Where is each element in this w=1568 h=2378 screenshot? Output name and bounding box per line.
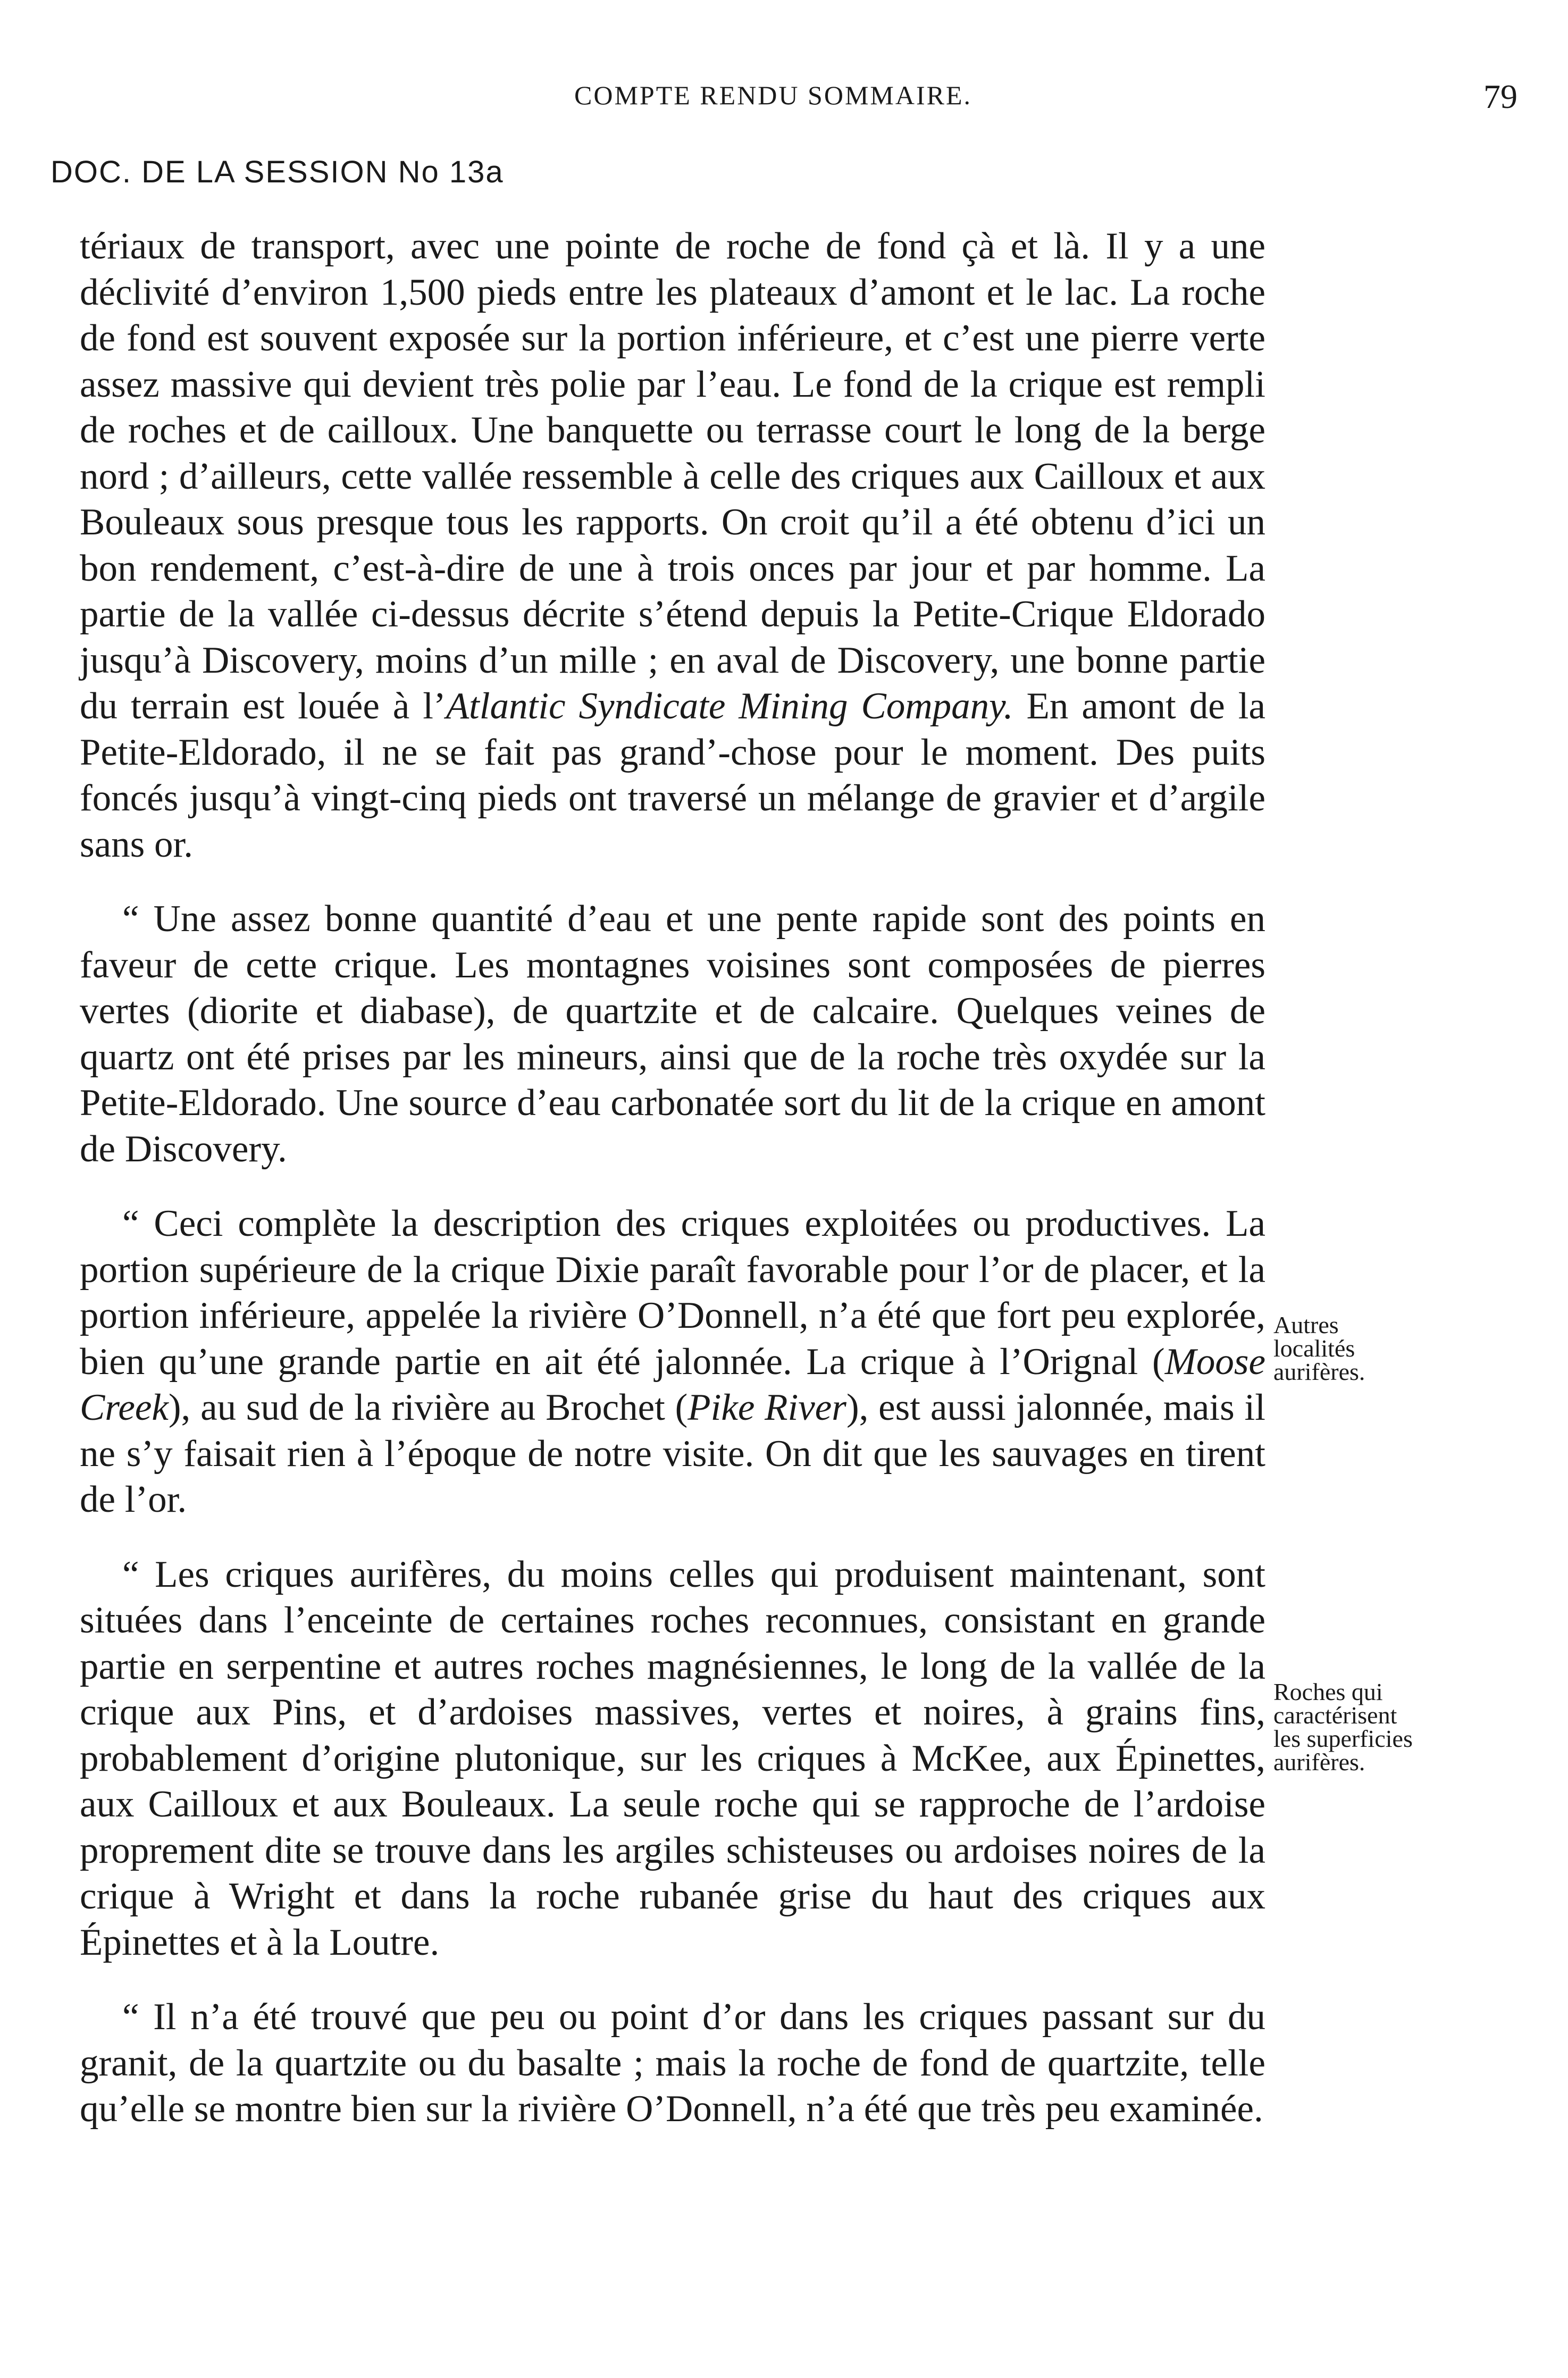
paragraph-5: “ Il n’a été trouvé que peu ou point d’or dans les criques passant sur du granit, de la quartzite ou du basalte ; mais la roche de fond de quartzite, telle qu’elle se montre bien sur la rivière O’Donnell, n’a été que très peu examinée. <box>80 1996 1265 2130</box>
sidenote-line: aurifères. <box>1273 1748 1365 1776</box>
paragraph-3-mid: ), au sud de la rivière au Brochet ( <box>168 1387 688 1428</box>
sidenote-line: localités <box>1273 1335 1355 1362</box>
paragraph-1-text: tériaux de transport, avec une pointe de roche de fond çà et là. Il y a une déclivité d’environ 1,500 pieds entre les plateaux d’amont et le lac. La roche de fond est souvent exposée sur la portion inférieure, et c’est une pierre verte assez massive qui devient très polie par l’eau. Le fond de la crique est rempli de roches et de cailloux. Une banquette ou terrasse court le long de la berge nord ; d’ailleurs, cette vallée ressemble à celle des criques aux Cailloux et aux Bouleaux sous presque tous les rapports. On croit qu’il a été obtenu d’ici un bon rendement, c’est-à-dire de une à trois onces par jour et par homme. La partie de la vallée ci-dessus décrite s’étend depuis la Petite-Crique Eldorado jusqu’à Discovery, moins d’un mille ; en aval de Discovery, une bonne partie du terrain est louée à l’ <box>80 225 1265 727</box>
sidenote-line: Roches qui <box>1273 1678 1383 1705</box>
pike-river: Pike River <box>687 1387 846 1428</box>
sidenote-line: aurifères. <box>1273 1358 1365 1385</box>
moose-creek: Moose Creek <box>80 1341 1265 1428</box>
sidenote-line: les superficies <box>1273 1725 1413 1752</box>
paragraph-3-text: “ Ceci complète la description des criques exploitées ou productives. La portion supérieure de la crique Dixie paraît favorable pour l’or de placer, et la portion inférieure, appelée la rivière O’Donnell, n’a été que fort peu explorée, bien qu’une grande partie en ait été jalonnée. La crique à l’Orignal ( <box>80 1203 1265 1383</box>
paragraph-1-end: En amont de la Petite-Eldorado, il ne se fait pas grand’-chose pour le moment. Des puits foncés jusqu’à vingt-cinq pieds ont traversé un mélange de gravier et d’argile sans or. <box>80 685 1265 865</box>
page-number: 79 <box>1483 78 1517 115</box>
sidenote-line: Autres <box>1273 1311 1339 1338</box>
paragraph-2: “ Une assez bonne quantité d’eau et une pente rapide sont des points en faveur de cette crique. Les montagnes voisines sont composées de pierres vertes (diorite et diabase), de quartzite et de calcaire. Quelques veines de quartz ont été prises par les mineurs, ainsi que de la roche très oxydée sur la Petite-Eldorado. Une source d’eau carbonatée sort du lit de la crique en amont de Discovery. <box>80 898 1265 1170</box>
paragraph-3-end: ), est aussi jalonnée, mais il ne s’y faisait rien à l’époque de notre visite. On dit que les sauvages en tirent de l’or. <box>80 1387 1266 1520</box>
running-head: COMPTE RENDU SOMMAIRE. <box>574 80 972 110</box>
paragraph-3 <box>80 1201 1265 1523</box>
company-name: Atlantic Syndicate Mining Company. <box>446 685 1013 727</box>
sidenote-line: caractérisent <box>1273 1702 1397 1729</box>
paragraph-4: “ Les criques aurifères, du moins celles qui produisent maintenant, sont situées dans l’enceinte de certaines roches reconnues, consistant en grande partie en serpentine et autres roches magnésiennes, le long de la vallée de la crique aux Pins, et d’ardoises massives, vertes et noires, à grains fins, probablement d’origine plutonique, sur les criques à McKee, aux Épinettes, aux Cailloux et aux Bouleaux. La seule roche qui se rapproche de l’ardoise proprement dite se trouve dans les argiles schisteuses ou ardoises noires de la crique à Wright et dans la roche rubanée grise du haut des criques aux Épinettes et à la Loutre. <box>80 1553 1265 1963</box>
document-session-label: DOC. DE LA SESSION No 13a <box>51 155 504 189</box>
body-text <box>80 223 1265 2132</box>
sidenote-roches <box>1273 1680 1561 1774</box>
sidenote-autres-localites <box>1273 1313 1561 1384</box>
paragraph-1 <box>80 223 1265 867</box>
